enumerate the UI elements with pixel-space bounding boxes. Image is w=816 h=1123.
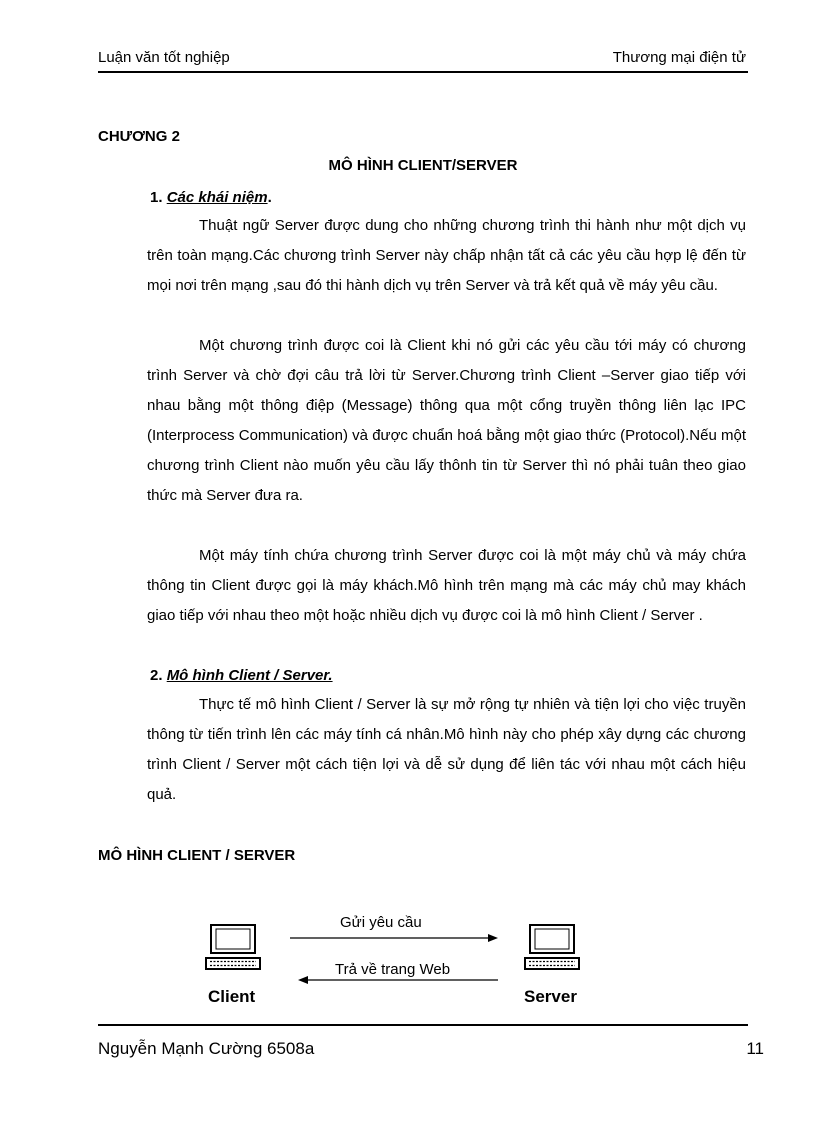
section-1-heading [150,189,272,206]
client-laptop-icon [204,922,262,972]
server-label: Server [524,987,577,1006]
diagram-title: MÔ HÌNH CLIENT / SERVER [98,847,296,864]
section-1-paragraph-2: Một chương trình được coi là Client khi nó gửi các yêu cầu tới máy có chương trình Server và chờ đợi câu trả lời từ Server.Chương trình Client –Server giao tiếp với nhau bằng một thông điệp (Message) thông qua một cổng truyền thông liên lạc IPC (Interprocess Communication) và được chuẩn hoá bằng một giao thức (Protocol).Nếu một chương trình Client nào muốn yêu cầu lấy thônh tin từ Server thì nó phải tuân theo giao thức mà Server đưa ra. [147,337,746,504]
section-1-trail: . [267,189,272,206]
section-2-number: 2. [150,667,163,684]
page-number: 11 [746,1039,764,1058]
section-1-number: 1. [150,189,163,206]
request-label: Gửi yêu cầu [340,914,422,931]
section-1-paragraph-3: Một máy tính chứa chương trình Server được coi là một máy chủ và máy chứa thông tin Client được gọi là máy khách.Mô hình trên mạng mà các máy chủ may khách giao tiếp với nhau theo một hoặc nhiều dịch vụ được coi là mô hình Client / Server . [147,547,746,624]
section-2-paragraph: Thực tế mô hình Client / Server là sự mở rộng tự nhiên và tiện lợi cho việc truyền thông từ tiến trình lên các máy tính cá nhân.Mô hình này cho phép xây dựng các chương trình Client / Server một cách tiện lợi và dễ sử dụng để liên tác với nhau một cách hiệu quả. [147,696,746,803]
section-1-title: Các khái niệm [166,189,268,206]
header-rule [98,71,748,73]
section-1-paragraph-1: Thuật ngữ Server được dung cho những chương trình thi hành như một dịch vụ trên toàn mạng.Các chương trình Server này chấp nhận tất cả các yêu cầu hợp lệ đến từ mọi nơi trên mạng ,sau đó thi hành dịch vụ trên Server và trả kết quả về máy yêu cầu. [147,217,746,294]
request-arrow [290,934,498,942]
chapter-label: CHƯƠNG 2 [98,128,180,145]
footer-rule [98,1024,748,1026]
server-laptop-icon [523,922,581,972]
header-left-title: Luận văn tốt nghiệp [98,49,230,66]
section-2-heading [150,667,333,684]
response-label: Trả về trang Web [335,961,451,978]
header-right-title: Thương mại điện tử [612,49,746,66]
page-title: MÔ HÌNH CLIENT/SERVER [328,157,518,174]
footer-author: Nguyễn Mạnh Cường 6508a [98,1039,315,1058]
client-label: Client [208,987,256,1006]
section-2-title: Mô hình Client / Server. [166,667,333,684]
